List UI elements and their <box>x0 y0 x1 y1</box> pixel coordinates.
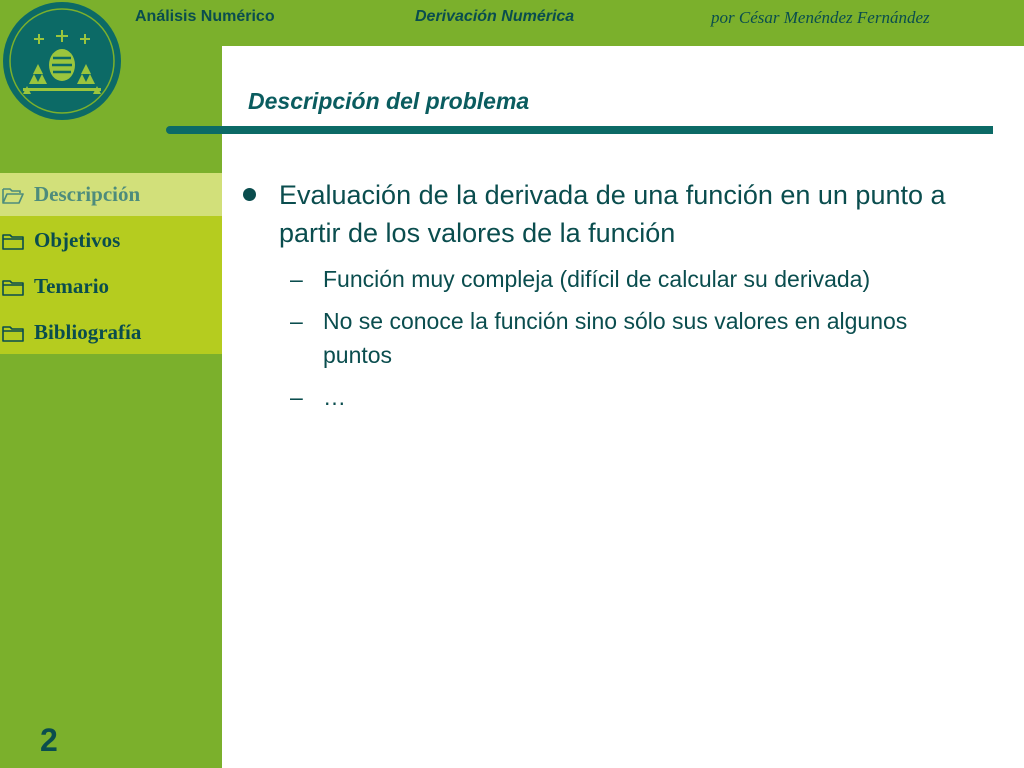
author-credit: por César Menéndez Fernández <box>711 8 930 27</box>
topic-title: Derivación Numérica <box>415 8 575 25</box>
folder-icon <box>2 277 24 297</box>
sidebar-item-objetivos[interactable] <box>0 219 222 262</box>
sidebar-nav <box>0 173 222 354</box>
dash-marker: – <box>290 266 303 292</box>
slide-title: Descripción del problema <box>248 88 530 114</box>
title-underline <box>166 126 993 134</box>
bullet-item <box>240 176 980 252</box>
sidebar-item-label: Objetivos <box>34 228 121 252</box>
sidebar-item-label: Bibliografía <box>34 320 142 344</box>
bullet-dot-icon <box>243 188 256 201</box>
course-title: Análisis Numérico <box>135 8 275 25</box>
sub-bullet-item <box>240 262 980 296</box>
slide-body <box>240 176 980 414</box>
sub-bullet-text: Función muy compleja (difícil de calcular su derivada) <box>323 266 871 292</box>
bullet-text: Evaluación de la derivada de una función en un punto a partir de los valores de la función <box>279 180 946 248</box>
sidebar-item-temario[interactable] <box>0 265 222 308</box>
folder-icon <box>2 323 24 343</box>
open-folder-icon <box>2 185 24 205</box>
dash-marker: – <box>290 308 303 334</box>
sub-bullet-text: … <box>323 384 346 410</box>
sidebar-item-label: Temario <box>34 274 110 298</box>
folder-icon <box>2 231 24 251</box>
sub-bullet-text: No se conoce la función sino sólo sus valores en algunos puntos <box>323 308 908 368</box>
page-number: 2 <box>40 722 58 758</box>
dash-marker: – <box>290 384 303 410</box>
sub-bullet-item <box>240 304 980 372</box>
university-seal-logo <box>3 2 121 120</box>
sidebar-item-descripcion[interactable] <box>0 173 222 216</box>
sub-bullet-item <box>240 380 980 414</box>
sidebar-item-label: Descripción <box>34 182 141 206</box>
sidebar-item-bibliografia[interactable] <box>0 311 222 354</box>
